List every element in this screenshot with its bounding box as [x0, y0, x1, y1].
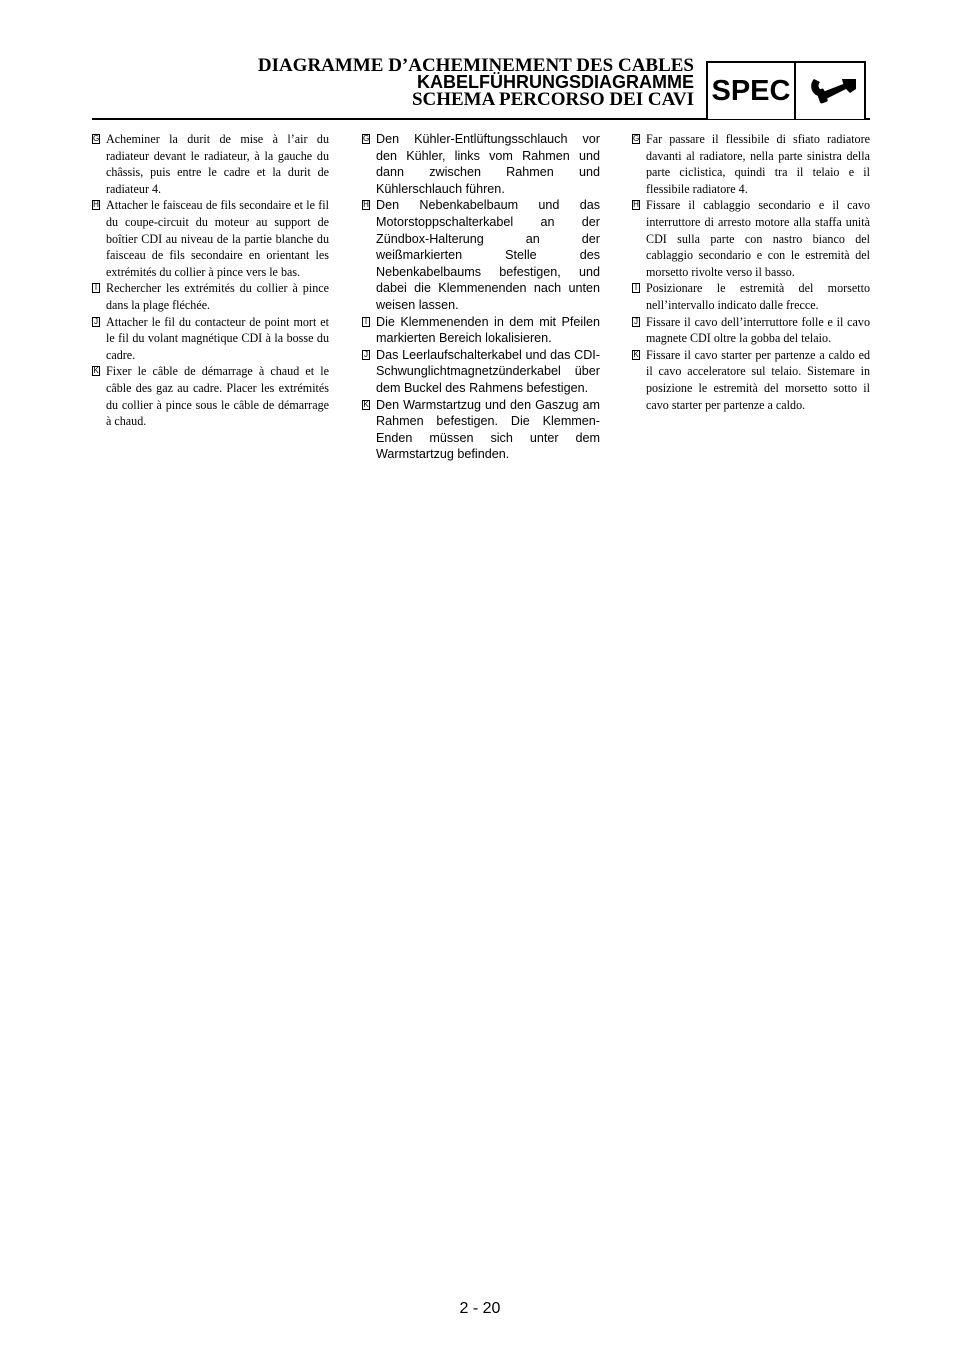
title-french: DIAGRAMME D’ACHEMINEMENT DES CABLES [257, 55, 694, 76]
instruction-item [362, 397, 600, 463]
instruction-item [362, 131, 600, 197]
instruction-text: Acheminer la durit de mise à l’air du radiateur devant le radiateur, à la gauche du châssis, puis entre le cadre et la durit de radiateur 4. [106, 132, 329, 196]
instruction-text: Posizionare le estremità del morsetto nell’intervallo indicato dalle frecce. [646, 281, 870, 312]
step-marker: G [363, 134, 370, 143]
instruction-item [92, 280, 329, 313]
instruction-text: Rechercher les extrémités du collier à pince dans la plage fléchée. [106, 281, 329, 312]
step-marker: K [93, 366, 99, 376]
instruction-text: Den Kühler-Entlüftungsschlauch vor den Kühler, links vom Rahmen und dann zwischen Rahmen und Kühlerschlauch führen. [376, 132, 600, 196]
instruction-text: Den Nebenkabelbaum und das Motorstoppschalterkabel an der Zündbox-Halterung an der weißmarkierten Stelle des Nebenkabelbaums befestigen, und dabei die Klemmenenden nach unten weisen lassen. [376, 198, 600, 312]
instruction-text: Die Klemmenenden in dem mit Pfeilen markierten Bereich lokalisieren. [376, 314, 600, 346]
instruction-text: Fissare il cavo starter per partenze a caldo ed il cavo acceleratore sul telaio. Sistemare in posizione le estremità del morsetto sotto il cavo starter per partenze a caldo. [646, 347, 870, 412]
step-marker: H [633, 200, 639, 210]
instruction-item [362, 314, 600, 347]
title-german: KABELFÜHRUNGSDIAGRAMME [417, 72, 694, 92]
instruction-item [92, 197, 329, 280]
page-number: 2 - 20 [459, 1300, 501, 1317]
instruction-text: Attacher le faisceau de fils secondaire et le fil du coupe-circuit du moteur au support de boîtier CDI au niveau de la partie blanche du faisceau de fils secondaire en orientant les extrémités du collier à pince vers le bas. [106, 198, 329, 279]
instruction-item [632, 347, 870, 413]
step-marker: K [633, 349, 639, 359]
instruction-item [362, 197, 600, 313]
instruction-item [92, 314, 329, 364]
step-marker: G [93, 134, 100, 143]
column-german [362, 131, 600, 463]
instruction-item [632, 280, 870, 313]
step-marker: J [364, 349, 368, 359]
instruction-item [92, 131, 329, 197]
step-marker: G [633, 134, 640, 143]
step-marker: H [363, 200, 369, 210]
step-marker: J [94, 316, 98, 326]
column-italian [632, 131, 870, 413]
instruction-text: Attacher le fil du contacteur de point mort et le fil du volant magnétique CDI à la bosse du cadre. [106, 314, 329, 362]
step-marker: J [634, 316, 638, 326]
column-french [92, 131, 329, 430]
instruction-text: Far passare il flessibile di sfiato radiatore davanti al radiatore, nella parte sinistra della parte ciclistica, quindi tra il telaio e il flessibile radiatore 4. [646, 132, 870, 196]
title-italian: SCHEMA PERCORSO DEI CAVI [411, 89, 694, 110]
step-marker: I [632, 283, 640, 293]
instruction-item [92, 363, 329, 429]
instruction-text: Das Leerlaufschalterkabel und das CDI-Schwunglichtmagnetzünderkabel über dem Buckel des Rahmens befestigen. [376, 347, 600, 395]
step-marker: I [362, 317, 370, 327]
instruction-item [632, 131, 870, 197]
wrench-icon [806, 73, 858, 109]
instruction-text: Fissare il cablaggio secondario e il cavo interruttore di arresto motore alla staffa unità CDI sulla parte con nastro bianco del cablaggio secondario e con le estremità del morsetto rivolte verso il basso. [646, 198, 870, 279]
section-badge [706, 61, 866, 119]
step-marker: K [363, 399, 369, 409]
step-marker: I [92, 283, 100, 293]
instruction-item [632, 197, 870, 280]
section-label: SPEC [708, 63, 796, 119]
instruction-item [362, 347, 600, 397]
instruction-text: Den Warmstartzug und den Gaszug am Rahmen befestigen. Die Klemmen-Enden müssen sich unter dem Warmstartzug befinden. [376, 397, 600, 462]
instruction-text: Fixer le câble de démarrage à chaud et le câble des gaz au cadre. Placer les extrémités du collier à pince sous le câble de démarrage à chaud. [106, 364, 329, 429]
instruction-text: Fissare il cavo dell’interruttore folle e il cavo magnete CDI oltre la gobba del telaio. [646, 314, 870, 346]
step-marker: H [93, 200, 99, 210]
instruction-item [632, 314, 870, 347]
